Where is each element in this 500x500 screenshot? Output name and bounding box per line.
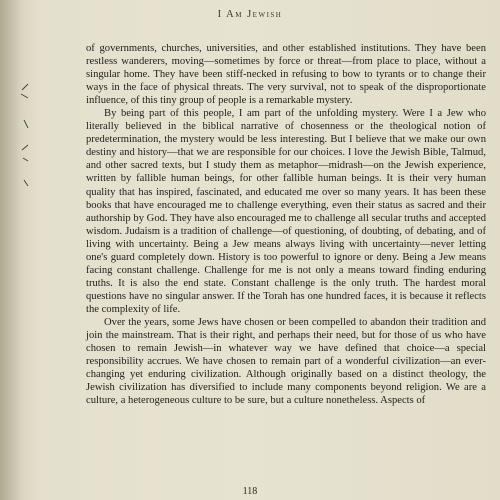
body-text xyxy=(86,42,486,407)
page-number: 118 xyxy=(242,486,258,497)
running-header: I Am Jewish xyxy=(217,9,283,20)
pencil-mark-4 xyxy=(24,180,28,186)
pencil-mark-2 xyxy=(24,120,28,128)
paragraph-1: of governments, churches, universities, and other established institutions. They have been restless wanderers, moving—sometimes by force or threat—from place to place, without a singular home. They have been stiff-necked in refusing to bow to tyrants or to change their ways in the face of physical threats. The very survival, not to speak of the disproportionate influence, of this tiny group of people is a remarkable mystery. xyxy=(86,43,486,107)
pencil-mark-1 xyxy=(21,84,28,98)
pencil-margin-marks xyxy=(16,80,36,220)
pencil-mark-3 xyxy=(22,145,28,161)
paragraph-2: By being part of this people, I am part of the unfolding mystery. Were I a Jew who literally believed in the biblical narrative of chosenness or the theological notion of predetermination, the mystery would be less interesting. But I believe that we make our own destiny and history—that we are responsible for our choices. I love the Jewish Bible, Talmud, and other sacred texts, but I study them as metaphor—midrash—on the Jewish experience, written by fallible human beings, for other fallible human beings. It is their very human quality that has inspired, fascinated, and educated me over so many years. It has been these books that have encouraged me to challenge everything, even their status as sacred and their authorship by God. They have also encouraged me to challenge all secular truths and accepted wisdom. Judaism is a tradition of challenge—of questioning, of doubting, of debating, and of living with uncertainty. Being a Jew means always living with uncertainty—never letting one's guard completely down. History is too powerful to ignore or deny. Being a Jew means facing constant challenge. Challenge for me is not only a means toward finding enduring truths. It is also the end state. Constant challenge is the only truth. The hardest moral questions have no singular answer. If the Torah has one hundred faces, it is because it reflects the complexity of life. xyxy=(86,108,486,315)
paragraph-3: Over the years, some Jews have chosen or been compelled to abandon their tradition and join the mainstream. That is their right, and perhaps their need, but for those of us who have chosen to remain Jewish—in whatever way we have defined that choice—a special responsibility accrues. We have chosen to remain part of a wonderful civilization—an ever-changing yet enduring civilization. Although originally based on a distinct theology, the Jewish civilization has diversified to include many components beyond religion. We are a culture, a heterogeneous culture to be sure, but a culture nonetheless. Aspects of xyxy=(86,316,486,407)
gutter-shadow xyxy=(0,0,22,500)
